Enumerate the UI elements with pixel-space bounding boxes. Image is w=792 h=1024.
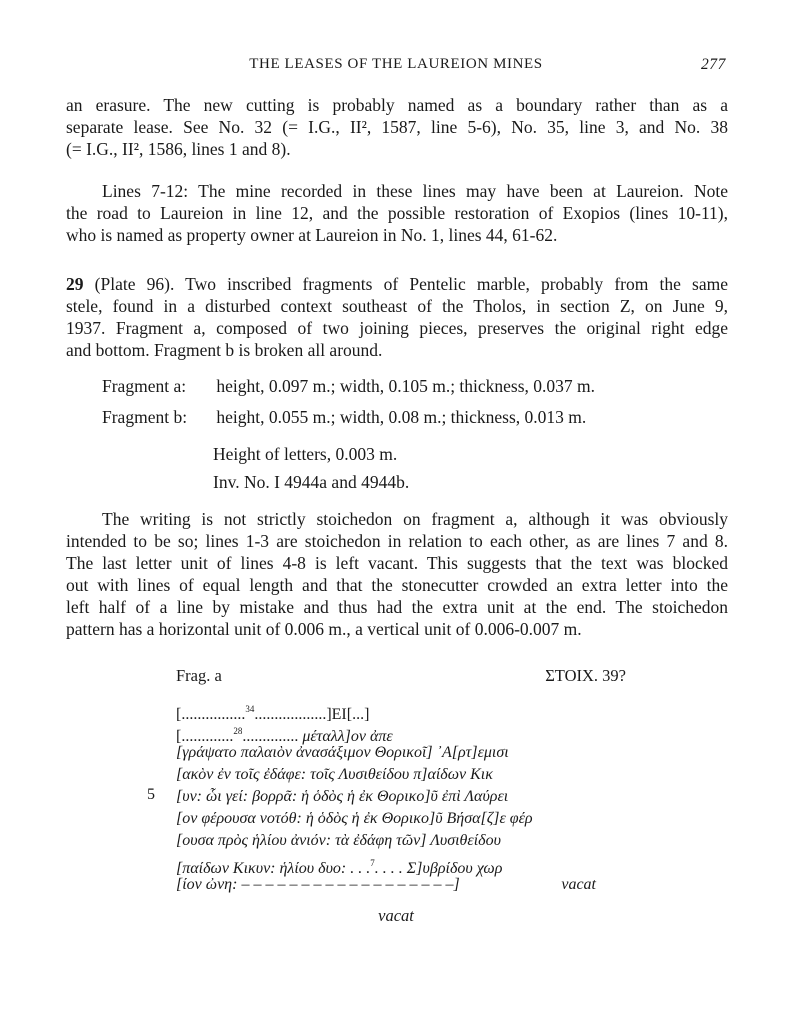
text-line: separate lease. See No. 32 (= I.G., II², 1587, line 5-6), No. 35, line 3, and No. 38 bbox=[66, 117, 728, 137]
inscription-line-5: [υν: ὧι γεί: βορρᾶ: ἡ ὁδὸς ἡ ἐκ Θορικο]ῦ ἐπὶ Λαύρει bbox=[176, 788, 509, 805]
text-line: the road to Laureion in line 12, and the possible restoration of Exopios (lines 10-11), bbox=[66, 203, 728, 223]
dimensions-frag-a bbox=[102, 375, 595, 397]
inscription-line-9: [ίον ὠνη: – – – – – – – – – – – – – – – – – –] vacat bbox=[176, 874, 596, 896]
inscription-line-1: [................$^{34}$..................]ΕΙ[...] bbox=[176, 704, 370, 723]
text-line: pattern has a horizontal unit of 0.006 m., a vertical unit of 0.006-0.007 m. bbox=[66, 619, 582, 639]
letter-count: 28 bbox=[233, 726, 243, 736]
fragment-label: Frag. a bbox=[176, 666, 222, 685]
page-number: 277 bbox=[700, 56, 726, 73]
final-vacat: vacat bbox=[378, 906, 414, 925]
line-number: 5 bbox=[147, 786, 155, 803]
entry-number: 29 bbox=[66, 274, 84, 294]
text-line: The last letter unit of lines 4-8 is left vacant. This suggests that the text was blocked bbox=[66, 553, 728, 573]
text-line: The writing is not strictly stoichedon on fragment a, although it was obviously bbox=[102, 509, 728, 529]
inscription-line-7: [ουσα πρὸς ἡλίου ἀνιόν: τὰ ἐδάφη τῶν] Λυσιθείδου bbox=[176, 832, 501, 849]
paragraph-stoichedon bbox=[66, 508, 728, 640]
running-title: THE LEASES OF THE LAUREION MINES bbox=[249, 56, 543, 72]
letter-count: 7 bbox=[370, 858, 375, 868]
text-line: (= I.G., II², 1586, lines 1 and 8). bbox=[66, 139, 291, 159]
dimension-label: Fragment b: bbox=[102, 407, 188, 427]
dimension-label: Fragment a: bbox=[102, 376, 187, 396]
dimensions-frag-b bbox=[102, 406, 586, 428]
text-line: 1937. Fragment a, composed of two joining pieces, preserves the original right edge bbox=[66, 318, 728, 338]
text-line: and bottom. Fragment b is broken all around. bbox=[66, 340, 383, 360]
inscription-line-4: [ακὸν ἐν τοῖς ἐδάφε: τοῖς Λυσιθείδου π]αίδων Κικ bbox=[176, 766, 493, 783]
paragraph-entry-29 bbox=[66, 273, 728, 361]
text-line: stele, found in a disturbed context southeast of the Tholos, in section Z, on June 9, bbox=[66, 296, 728, 316]
paragraph-lines-7-12 bbox=[66, 180, 728, 246]
paragraph-erasure bbox=[66, 94, 728, 160]
inscription-line-2: [.............$^{28}$.............. μέταλλ]ον ἀπε bbox=[176, 726, 393, 745]
dimension-values: height, 0.097 m.; width, 0.105 m.; thickness, 0.037 m. bbox=[216, 376, 596, 396]
text-line: out with lines of equal length and that the stonecutter crowded an extra letter into the bbox=[66, 575, 728, 595]
running-head bbox=[66, 56, 726, 78]
inventory-number: Inv. No. I 4944a and 4944b. bbox=[213, 472, 410, 492]
text-line: (Plate 96). Two inscribed fragments of Pentelic marble, probably from the same bbox=[94, 274, 728, 294]
vacat-marker: vacat bbox=[561, 876, 596, 893]
text-line: an erasure. The new cutting is probably named as a boundary rather than as a bbox=[66, 95, 728, 115]
inscription-line-6: [ον φέρουσα νοτόθ: ἡ ὁδὸς ἡ ἐκ Θορικο]ῦ Βήσα[ζ]ε φέρ bbox=[176, 810, 533, 827]
letter-count: 34 bbox=[245, 704, 255, 714]
inscription-line-3: [γράψατο παλαιὸν ἀνασάξιμον Θορικοῖ] ᾿Α[ρτ]εμισι bbox=[176, 744, 509, 761]
text-line: intended to be so; lines 1-3 are stoichedon in relation to each other, as are lines 7 and 8. bbox=[66, 531, 728, 551]
dimension-values: height, 0.055 m.; width, 0.08 m.; thickness, 0.013 m. bbox=[216, 407, 587, 427]
text-line: Lines 7-12: The mine recorded in these lines may have been at Laureion. Note bbox=[102, 181, 728, 201]
letter-height: Height of letters, 0.003 m. bbox=[213, 444, 398, 464]
text-line: left half of a line by mistake and thus had the extra unit at the end. The stoichedon bbox=[66, 597, 728, 617]
inscription-header bbox=[176, 666, 626, 688]
inscription-line-8: [παίδων Κικυν: ἡλίου δυο: . . .$^7$. . . . Σ]υβρίδου χωρ bbox=[176, 858, 503, 877]
stoichedon-label: ΣΤΟΙΧ. 39? bbox=[545, 666, 626, 685]
text-line: who is named as property owner at Laureion in No. 1, lines 44, 61-62. bbox=[66, 225, 558, 245]
